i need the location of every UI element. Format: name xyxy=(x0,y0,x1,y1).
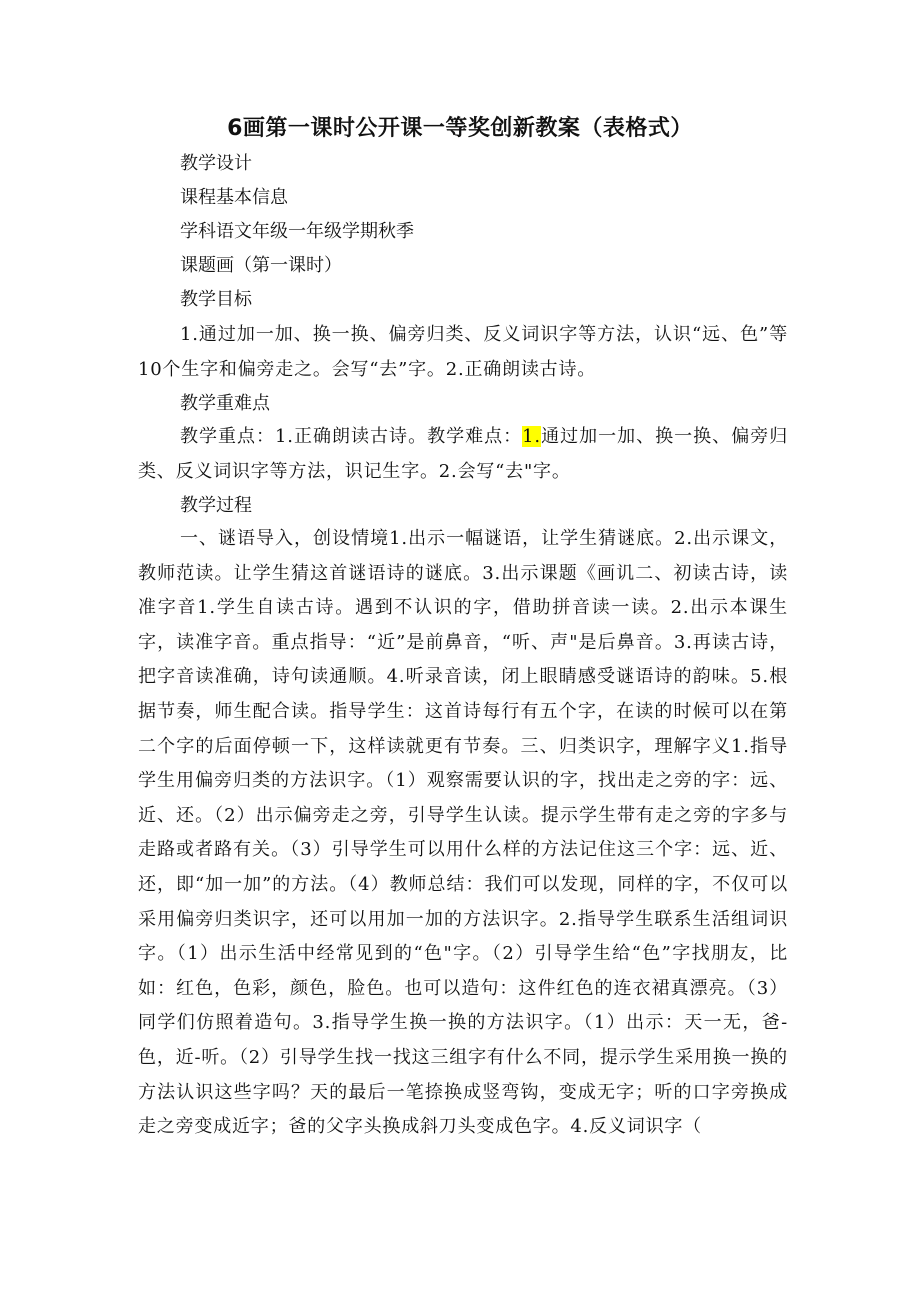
key-points-intro: 教学重点：1.正确朗读古诗。教学难点： xyxy=(180,426,523,447)
teaching-process-paragraph: 一、谜语导入，创设情境1.出示一幅谜语，让学生猜谜底。2.出示课文，教师范读。让学生猜这首谜语诗的谜底。3.出示课题《画讥二、初读古诗，读准字音1.学生自读古诗。遇到不认识的字，借助拼音读一读。2.出示本课生字，读准字音。重点指导：“近”是前鼻音，“听、声"是后鼻音。3.再读古诗，把字音读准确，诗句读通顺。4.听录音读，闭上眼睛感受谜语诗的韵味。5.根据节奏，师生配合读。指导学生：这首诗每行有五个字，在读的时候可以在第二个字的后面停顿一下，这样读就更有节奏。三、归类识字，理解字义1.指导学生用偏旁归类的方法识字。（1）观察需要认识的字，找出走之旁的字：远、近、还。（2）出示偏旁走之旁，引导学生认读。提示学生带有走之旁的字多与走路或者路有关。（3）引导学生可以用什么样的方法记住这三个字：远、近、还，即“加一加”的方法。（4）教师总结：我们可以发现，同样的字，不仅可以采用偏旁归类识字，还可以用加一加的方法识字。2.指导学生联系生活组词识字。（1）出示生活中经常见到的“色"字。（2）引导学生给“色”字找朋友，比如：红色，色彩，颜色，脸色。也可以造句：这件红色的连衣裙真漂亮。（3）同学们仿照着造句。3.指导学生换一换的方法识字。（1）出示：天一无，爸-色，近-听。（2）引导学生找一找这三组字有什么不同，提示学生采用换一换的方法认识这些字吗？天的最后一笔捺换成竖弯钩，变成无字；听的口字旁换成走之旁变成近字；爸的父字头换成斜刀头变成色字。4.反义词识字（ xyxy=(138,528,788,1138)
subject-grade-line: 学科语文年级一年级学期秋季 xyxy=(180,221,414,242)
document-title: 6画第一课时公开课一等奖创新教案（表格式） xyxy=(227,116,693,141)
key-points-paragraph xyxy=(138,420,788,489)
heading-teaching-goals: 教学目标 xyxy=(180,289,252,310)
lesson-topic: 课题画（第一课时） xyxy=(180,255,342,276)
highlighted-number: 1. xyxy=(522,426,541,447)
heading-teaching-process: 教学过程 xyxy=(180,495,252,516)
teaching-goals-paragraph: 1.通过加一加、换一换、偏旁归类、反义词识字等方法，认识“远、色”等10个生字和偏旁走之。会写“去”字。2.正确朗读古诗。 xyxy=(138,324,788,380)
heading-teaching-design: 教学设计 xyxy=(180,153,252,174)
heading-course-info: 课程基本信息 xyxy=(180,187,288,208)
key-points-rest: 通过加一加、换一换、偏旁归类、反义词识字等方法，识记生字。2.会写“去"字。 xyxy=(138,426,789,482)
heading-key-points: 教学重难点 xyxy=(180,393,270,414)
